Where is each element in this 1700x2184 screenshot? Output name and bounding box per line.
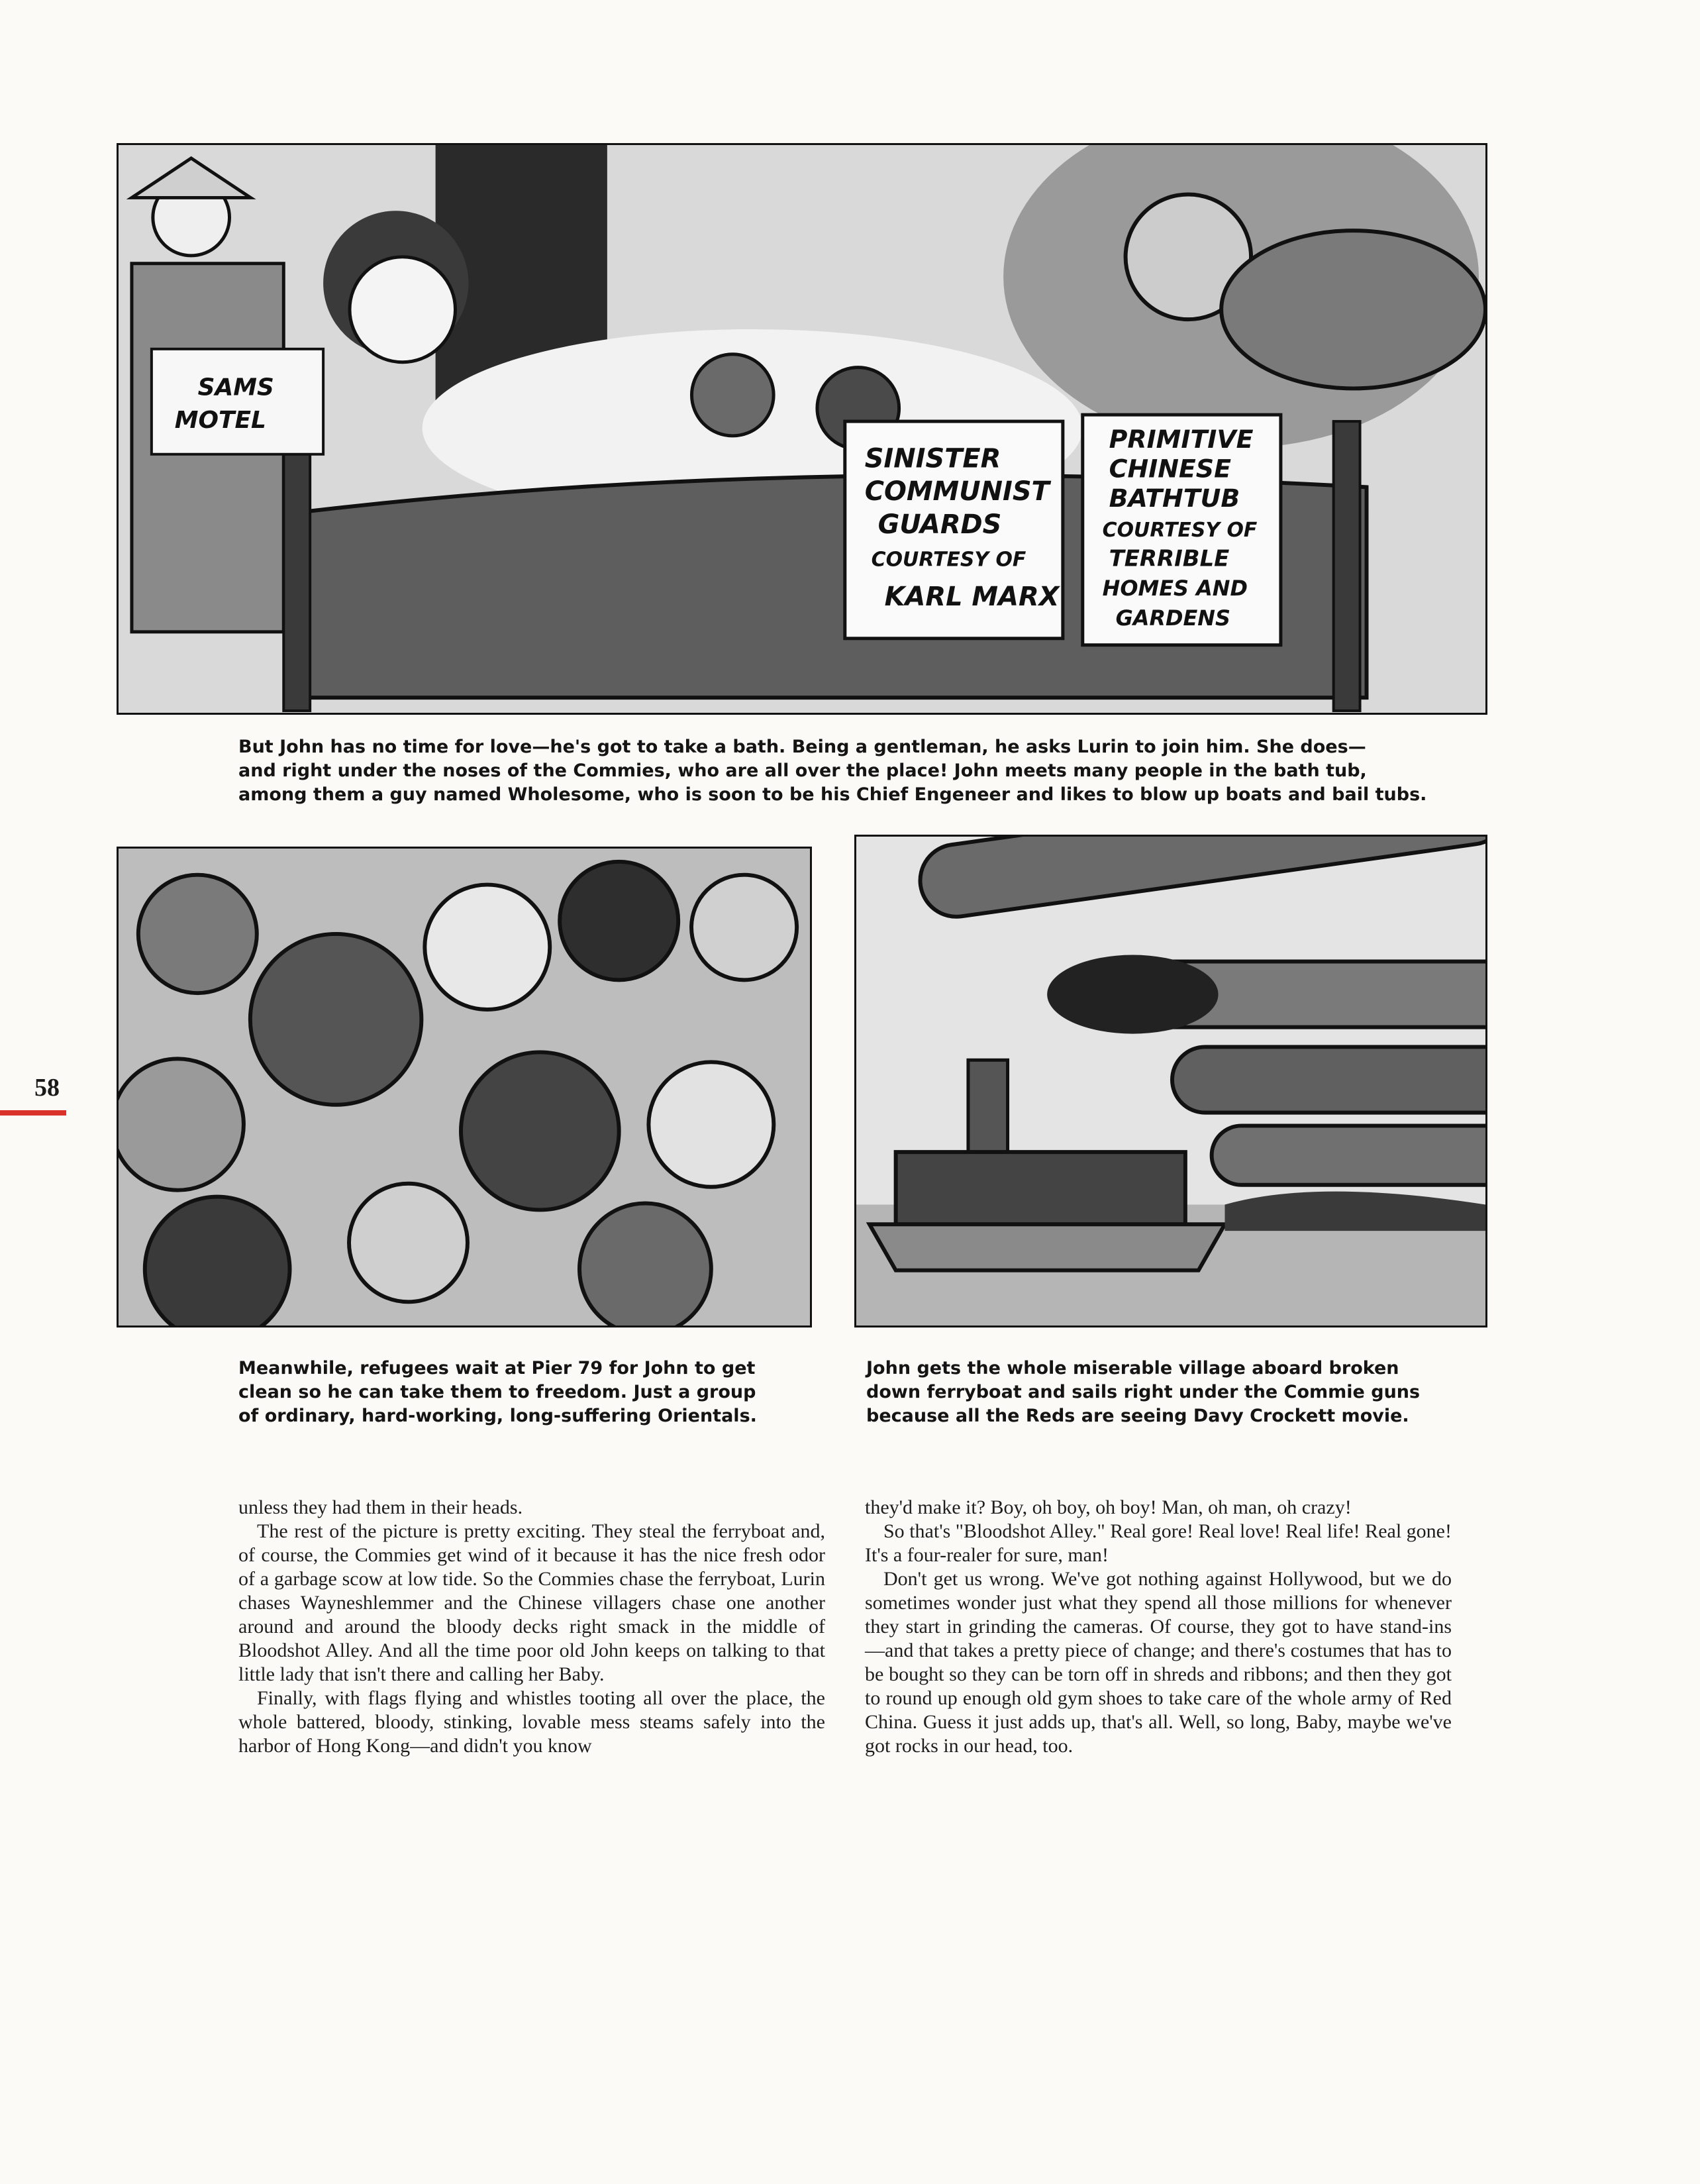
sign-bathtub-line-4: COURTESY OF xyxy=(1102,518,1258,542)
sign-bathtub-line-5: TERRIBLE xyxy=(1109,545,1230,572)
body-left-paragraph-1: unless they had them in their heads. xyxy=(238,1496,523,1518)
sign-guards-line-2: COMMUNIST xyxy=(864,476,1050,507)
caption-top-line-3: among them a guy named Wholesome, who is soon to be his Chief Engeneer and likes to blow up boats and bail tubs. xyxy=(238,784,1427,805)
body-right-paragraph-3: Don't get us wrong. We've got nothing against Hollywood, but we do sometimes wonder just what they spend all those millions for whenever they start in grinding the cameras. Of course, they got to have stand-ins—and that takes a pretty piece of change; and there's costumes that has to be bought so they can be torn off in shreds and ribbons; and then they got to round up enough old gym shoes to take care of the whole army of Red China. Guess it just adds up, that's all. Well, so long, Baby, maybe we've got rocks in our head, too. xyxy=(865,1568,1452,1757)
caption-left-line-2: clean so he can take them to freedom. Just a group xyxy=(238,1382,756,1402)
caption-right-line-2: down ferryboat and sails right under the Commie guns xyxy=(866,1382,1421,1402)
caption-right xyxy=(866,1357,1475,1428)
sign-motel-line-1: SAMS xyxy=(197,374,274,401)
page-number-rule xyxy=(0,1110,66,1116)
sign-motel xyxy=(152,349,323,454)
sign-motel-line-2: MOTEL xyxy=(174,407,266,434)
sign-guards-line-5: KARL MARX xyxy=(884,582,1060,613)
sign-bathtub-line-2: CHINESE xyxy=(1109,454,1231,484)
bathtub-illustration xyxy=(119,145,1485,713)
caption-right-line-1: John gets the whole miserable village aboard broken xyxy=(866,1358,1399,1378)
caption-top xyxy=(238,735,1464,807)
caption-left xyxy=(238,1357,821,1428)
comic-panel-refugees xyxy=(117,847,812,1327)
sign-guards-line-3: GUARDS xyxy=(877,509,1002,540)
caption-left-line-1: Meanwhile, refugees wait at Pier 79 for John to get xyxy=(238,1358,756,1378)
sign-bathtub-line-6: HOMES AND xyxy=(1102,576,1248,601)
body-column-left xyxy=(238,1496,825,1758)
refugees-illustration xyxy=(119,849,810,1326)
comic-panel-ferryboat xyxy=(854,835,1487,1327)
sign-bathtub-line-3: BATHTUB xyxy=(1109,484,1240,513)
body-right-paragraph-2: So that's "Bloodshot Alley." Real gore! Real love! Real life! Real gone! It's a four-realer for sure, man! xyxy=(865,1520,1452,1566)
caption-top-line-2: and right under the noses of the Commies, who are all over the place! John meets many people in the bath tub, xyxy=(238,760,1367,781)
body-right-paragraph-1: they'd make it? Boy, oh boy, oh boy! Man, oh man, oh crazy! xyxy=(865,1496,1352,1518)
sign-bathtub-line-7: GARDENS xyxy=(1115,605,1230,631)
comic-panel-bathtub xyxy=(117,143,1487,715)
sign-guards-line-1: SINISTER xyxy=(864,443,1001,474)
body-left-paragraph-3: Finally, with flags flying and whistles tooting all over the place, the whole battered, bloody, stinking, lovable mess steams safely into the harbor of Hong Kong—and didn't you know xyxy=(238,1687,825,1757)
sign-communist-guards xyxy=(845,421,1063,639)
sign-primitive-bathtub xyxy=(1083,415,1281,645)
caption-left-line-3: of ordinary, hard-working, long-suffering Orientals. xyxy=(238,1406,757,1426)
sign-bathtub-line-1: PRIMITIVE xyxy=(1109,424,1254,454)
ferryboat-illustration xyxy=(856,837,1485,1326)
sign-guards-line-4: COURTESY OF xyxy=(871,548,1026,572)
page-number: 58 xyxy=(34,1074,60,1102)
body-left-paragraph-2: The rest of the picture is pretty exciting. They steal the ferryboat and, of course, the Commies get wind of it because it has the nice fresh odor of a garbage scow at low tide. So the Commies chase the ferryboat, Lurin chases Wayneshlemmer and the Chinese villagers chase one another around and around the bloody decks right smack in the middle of Bloodshot Alley. And all the time poor old John keeps on talking to that little lady that isn't there and calling her Baby. xyxy=(238,1520,825,1685)
body-column-right xyxy=(865,1496,1452,1758)
caption-top-line-1: But John has no time for love—he's got to take a bath. Being a gentleman, he asks Lurin to join him. She does— xyxy=(238,737,1366,757)
caption-right-line-3: because all the Reds are seeing Davy Crockett movie. xyxy=(866,1406,1409,1426)
